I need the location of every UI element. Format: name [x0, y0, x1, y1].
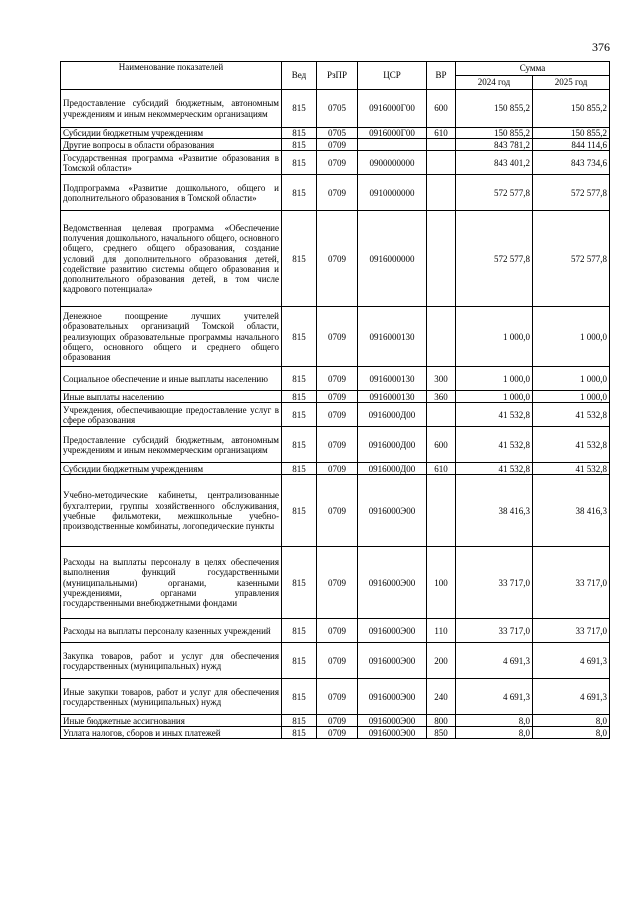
row-ved: 815 — [282, 727, 317, 739]
row-rzpr: 0709 — [317, 403, 358, 427]
row-vr: 200 — [427, 643, 456, 679]
row-sum-2025: 4 691,3 — [533, 643, 610, 679]
row-rzpr: 0709 — [317, 139, 358, 151]
row-ved: 815 — [282, 211, 317, 307]
row-sum-2025: 41 532,8 — [533, 427, 610, 463]
row-csr: 0916000Д00 — [358, 427, 427, 463]
row-ved: 815 — [282, 463, 317, 475]
row-rzpr: 0709 — [317, 475, 358, 547]
row-ved: 815 — [282, 547, 317, 619]
row-csr: 0916000Э00 — [358, 547, 427, 619]
row-sum-2025: 8,0 — [533, 727, 610, 739]
row-csr: 0916000Э00 — [358, 715, 427, 727]
row-rzpr: 0709 — [317, 367, 358, 391]
row-name: Ведомственная целевая программа «Обеспечение получения дошкольного, начального общего, основного общего, среднего общего образования, создание условий для дополнительного образования детей, содействие развитию системы общего образования и дополнительного образования детей, в том числе кадрового потенциала» — [61, 211, 282, 307]
row-rzpr: 0709 — [317, 643, 358, 679]
table-row — [61, 547, 610, 619]
row-ved: 815 — [282, 367, 317, 391]
row-rzpr: 0709 — [317, 715, 358, 727]
table-row — [61, 151, 610, 175]
row-vr: 850 — [427, 727, 456, 739]
row-csr: 0916000130 — [358, 367, 427, 391]
row-name: Иные закупки товаров, работ и услуг для обеспечения государственных (муниципальных) нужд — [61, 679, 282, 715]
table-row — [61, 391, 610, 403]
row-name: Учреждения, обеспечивающие предоставление услуг в сфере образования — [61, 403, 282, 427]
row-sum-2025: 150 855,2 — [533, 128, 610, 139]
row-sum-2025: 572 577,8 — [533, 175, 610, 211]
row-rzpr: 0709 — [317, 427, 358, 463]
table-row — [61, 475, 610, 547]
row-sum-2024: 150 855,2 — [456, 128, 533, 139]
row-csr: 0916000Г00 — [358, 90, 427, 128]
row-name: Расходы на выплаты персоналу в целях обеспечения выполнения функций государственными (муниципальными) органами, казенными учреждениями, органами управления государственными внебюджетными фондами — [61, 547, 282, 619]
row-sum-2025: 41 532,8 — [533, 403, 610, 427]
row-sum-2025: 150 855,2 — [533, 90, 610, 128]
row-sum-2024: 843 401,2 — [456, 151, 533, 175]
row-name: Учебно-методические кабинеты, централизованные бухгалтерии, группы хозяйственного обслуживания, учебные фильмотеки, межшкольные учебно-производственные комбинаты, логопедические пункты — [61, 475, 282, 547]
row-vr — [427, 307, 456, 367]
row-ved: 815 — [282, 643, 317, 679]
table-row — [61, 403, 610, 427]
row-csr: 0916000Э00 — [358, 679, 427, 715]
header-vr: ВР — [427, 62, 456, 90]
table-header — [61, 62, 610, 90]
table-row — [61, 90, 610, 128]
row-name: Предоставление субсидий бюджетным, автономным учреждениям и иным некоммерческим организациям — [61, 427, 282, 463]
row-name: Иные бюджетные ассигнования — [61, 715, 282, 727]
table-body — [61, 90, 610, 739]
row-sum-2024: 1 000,0 — [456, 367, 533, 391]
row-vr: 600 — [427, 90, 456, 128]
row-rzpr: 0705 — [317, 128, 358, 139]
row-ved: 815 — [282, 139, 317, 151]
row-sum-2024: 572 577,8 — [456, 211, 533, 307]
table-row — [61, 128, 610, 139]
row-name: Предоставление субсидий бюджетным, автономным учреждениям и иным некоммерческим организациям — [61, 90, 282, 128]
row-rzpr: 0705 — [317, 90, 358, 128]
row-sum-2024: 4 691,3 — [456, 643, 533, 679]
header-sum: Сумма — [456, 62, 610, 76]
row-sum-2025: 1 000,0 — [533, 391, 610, 403]
row-sum-2024: 38 416,3 — [456, 475, 533, 547]
row-vr: 610 — [427, 128, 456, 139]
table-row — [61, 139, 610, 151]
row-csr: 0916000Д00 — [358, 463, 427, 475]
row-ved: 815 — [282, 475, 317, 547]
row-sum-2025: 33 717,0 — [533, 619, 610, 643]
row-sum-2025: 41 532,8 — [533, 463, 610, 475]
row-vr: 600 — [427, 427, 456, 463]
row-ved: 815 — [282, 403, 317, 427]
row-sum-2024: 41 532,8 — [456, 427, 533, 463]
row-name: Субсидии бюджетным учреждениям — [61, 128, 282, 139]
row-vr — [427, 139, 456, 151]
row-csr: 0916000Э00 — [358, 643, 427, 679]
table-row — [61, 463, 610, 475]
row-sum-2024: 33 717,0 — [456, 547, 533, 619]
row-vr: 100 — [427, 547, 456, 619]
row-name: Государственная программа «Развитие образования в Томской области» — [61, 151, 282, 175]
row-name: Закупка товаров, работ и услуг для обеспечения государственных (муниципальных) нужд — [61, 643, 282, 679]
row-sum-2024: 843 781,2 — [456, 139, 533, 151]
row-csr: 0900000000 — [358, 151, 427, 175]
row-vr: 360 — [427, 391, 456, 403]
row-vr: 610 — [427, 463, 456, 475]
row-name: Социальное обеспечение и иные выплаты населению — [61, 367, 282, 391]
row-name: Иные выплаты населению — [61, 391, 282, 403]
row-sum-2024: 572 577,8 — [456, 175, 533, 211]
row-vr: 300 — [427, 367, 456, 391]
row-ved: 815 — [282, 619, 317, 643]
row-sum-2024: 33 717,0 — [456, 619, 533, 643]
table-row — [61, 175, 610, 211]
row-rzpr: 0709 — [317, 547, 358, 619]
row-sum-2025: 1 000,0 — [533, 307, 610, 367]
row-sum-2024: 4 691,3 — [456, 679, 533, 715]
row-sum-2025: 4 691,3 — [533, 679, 610, 715]
header-year-2025: 2025 год — [533, 76, 610, 90]
table-row — [61, 715, 610, 727]
row-sum-2024: 41 532,8 — [456, 463, 533, 475]
row-name: Уплата налогов, сборов и иных платежей — [61, 727, 282, 739]
row-csr: 0916000130 — [358, 307, 427, 367]
row-sum-2024: 8,0 — [456, 727, 533, 739]
row-csr — [358, 139, 427, 151]
row-csr: 0910000000 — [358, 175, 427, 211]
row-rzpr: 0709 — [317, 727, 358, 739]
budget-table — [60, 61, 610, 739]
row-vr: 240 — [427, 679, 456, 715]
table-row — [61, 643, 610, 679]
row-sum-2025: 843 734,6 — [533, 151, 610, 175]
row-vr: 800 — [427, 715, 456, 727]
header-rzpr: РзПР — [317, 62, 358, 90]
header-year-2024: 2024 год — [456, 76, 533, 90]
row-vr — [427, 403, 456, 427]
row-rzpr: 0709 — [317, 151, 358, 175]
table-row — [61, 307, 610, 367]
table-row — [61, 679, 610, 715]
row-ved: 815 — [282, 90, 317, 128]
header-name: Наименование показателей — [61, 62, 282, 90]
row-sum-2025: 8,0 — [533, 715, 610, 727]
row-rzpr: 0709 — [317, 619, 358, 643]
table-row — [61, 367, 610, 391]
row-rzpr: 0709 — [317, 307, 358, 367]
header-ved: Вед — [282, 62, 317, 90]
header-csr: ЦСР — [358, 62, 427, 90]
row-vr — [427, 475, 456, 547]
row-csr: 0916000130 — [358, 391, 427, 403]
row-sum-2025: 844 114,6 — [533, 139, 610, 151]
row-name: Субсидии бюджетным учреждениям — [61, 463, 282, 475]
row-rzpr: 0709 — [317, 175, 358, 211]
row-name: Подпрограмма «Развитие дошкольного, общего и дополнительного образования в Томской области» — [61, 175, 282, 211]
row-sum-2024: 1 000,0 — [456, 307, 533, 367]
row-vr — [427, 151, 456, 175]
table-row — [61, 727, 610, 739]
row-vr — [427, 175, 456, 211]
row-ved: 815 — [282, 391, 317, 403]
row-rzpr: 0709 — [317, 679, 358, 715]
row-name: Денежное поощрение лучших учителей образовательных организаций Томской области, реализующих образовательные программы начального общего, основного общего и среднего общего образования — [61, 307, 282, 367]
row-csr: 0916000Г00 — [358, 128, 427, 139]
row-sum-2024: 1 000,0 — [456, 391, 533, 403]
row-sum-2025: 1 000,0 — [533, 367, 610, 391]
row-vr — [427, 211, 456, 307]
table-row — [61, 619, 610, 643]
row-ved: 815 — [282, 307, 317, 367]
row-sum-2024: 150 855,2 — [456, 90, 533, 128]
row-sum-2024: 8,0 — [456, 715, 533, 727]
row-name: Другие вопросы в области образования — [61, 139, 282, 151]
row-rzpr: 0709 — [317, 211, 358, 307]
row-ved: 815 — [282, 128, 317, 139]
row-csr: 0916000000 — [358, 211, 427, 307]
row-rzpr: 0709 — [317, 463, 358, 475]
row-ved: 815 — [282, 427, 317, 463]
row-ved: 815 — [282, 175, 317, 211]
row-rzpr: 0709 — [317, 391, 358, 403]
table-row — [61, 427, 610, 463]
page-number: 376 — [592, 40, 610, 54]
row-name: Расходы на выплаты персоналу казенных учреждений — [61, 619, 282, 643]
row-ved: 815 — [282, 151, 317, 175]
row-sum-2025: 33 717,0 — [533, 547, 610, 619]
row-csr: 0916000Э00 — [358, 727, 427, 739]
row-vr: 110 — [427, 619, 456, 643]
row-sum-2025: 572 577,8 — [533, 211, 610, 307]
row-csr: 0916000Э00 — [358, 475, 427, 547]
row-ved: 815 — [282, 715, 317, 727]
row-csr: 0916000Э00 — [358, 619, 427, 643]
row-ved: 815 — [282, 679, 317, 715]
row-csr: 0916000Д00 — [358, 403, 427, 427]
row-sum-2025: 38 416,3 — [533, 475, 610, 547]
row-sum-2024: 41 532,8 — [456, 403, 533, 427]
table-row — [61, 211, 610, 307]
